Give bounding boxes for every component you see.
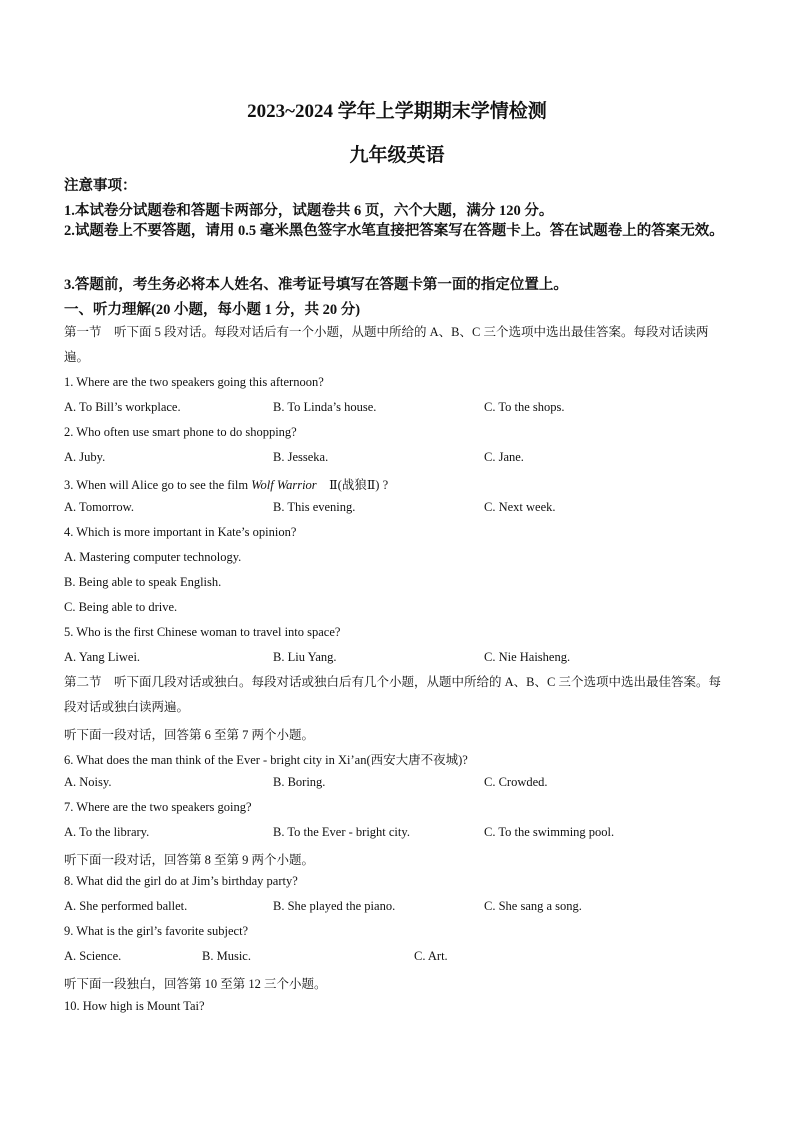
question-9: 9. What is the girl’s favorite subject? xyxy=(64,924,249,938)
question-1: 1. Where are the two speakers going this afternoon? xyxy=(64,375,324,389)
q1-option-a: A. To Bill’s workplace. xyxy=(64,400,181,414)
q2-option-b: B. Jesseka. xyxy=(273,450,329,464)
q9-option-b: B. Music. xyxy=(202,949,251,963)
question-10: 10. How high is Mount Tai? xyxy=(64,999,205,1013)
question-4: 4. Which is more important in Kate’s opinion? xyxy=(64,525,297,539)
q7-option-a: A. To the library. xyxy=(64,825,150,839)
q8-option-c: C. She sang a song. xyxy=(484,899,582,913)
section1-instructions: 第一节 听下面 5 段对话。每段对话后有一个小题，从题中所给的 A、B、C 三个选项中选出最佳答案。每段对话读两遍。 xyxy=(64,325,709,364)
q1-option-b: B. To Linda’s house. xyxy=(273,400,377,414)
note-2: 2.试题卷上不要答题，请用 0.5 毫米黑色签字水笔直接把答案写在答题卡上。答在试题卷上的答案无效。 xyxy=(64,223,724,239)
q4-option-a: A. Mastering computer technology. xyxy=(64,550,242,564)
q1-option-c: C. To the shops. xyxy=(484,400,565,414)
question-3-text-post: Ⅱ(战狼Ⅱ) ? xyxy=(316,478,389,492)
intro-q10-12: 听下面一段独白，回答第 10 至第 12 三个小题。 xyxy=(64,977,327,991)
q4-option-b: B. Being able to speak English. xyxy=(64,575,222,589)
q6-option-b: B. Boring. xyxy=(273,775,326,789)
question-8: 8. What did the girl do at Jim’s birthday party? xyxy=(64,874,298,888)
q5-option-a: A. Yang Liwei. xyxy=(64,650,141,664)
note-3: 3.答题前，考生务必将本人姓名、准考证号填写在答题卡第一面的指定位置上。 xyxy=(64,277,568,293)
section2-instructions: 第二节 听下面几段对话或独白。每段对话或独白后有几个小题，从题中所给的 A、B、C 三个选项中选出最佳答案。每段对话或独白读两遍。 xyxy=(64,675,721,714)
intro-q8-9: 听下面一段对话，回答第 8 至第 9 两个小题。 xyxy=(64,853,315,867)
question-3 xyxy=(64,475,388,493)
question-6: 6. What does the man think of the Ever - bright city in Xi’an(西安大唐不夜城)? xyxy=(64,753,468,767)
intro-q6-7: 听下面一段对话，回答第 6 至第 7 两个小题。 xyxy=(64,728,315,742)
q7-option-b: B. To the Ever - bright city. xyxy=(273,825,410,839)
q5-option-c: C. Nie Haisheng. xyxy=(484,650,571,664)
notes-heading: 注意事项： xyxy=(64,178,137,194)
part1-heading: 一、听力理解(20 小题，每小题 1 分，共 20 分) xyxy=(64,302,361,318)
question-5: 5. Who is the first Chinese woman to travel into space? xyxy=(64,625,341,639)
q8-option-b: B. She played the piano. xyxy=(273,899,396,913)
q8-option-a: A. She performed ballet. xyxy=(64,899,188,913)
exam-subtitle: 九年级英语 xyxy=(349,145,445,166)
q9-option-c: C. Art. xyxy=(414,949,448,963)
question-2: 2. Who often use smart phone to do shopping? xyxy=(64,425,297,439)
q6-option-a: A. Noisy. xyxy=(64,775,112,789)
exam-title: 2023~2024 学年上学期期末学情检测 xyxy=(247,101,547,122)
q3-option-a: A. Tomorrow. xyxy=(64,500,134,514)
q4-option-c: C. Being able to drive. xyxy=(64,600,178,614)
q7-option-c: C. To the swimming pool. xyxy=(484,825,615,839)
q3-option-c: C. Next week. xyxy=(484,500,556,514)
question-7: 7. Where are the two speakers going? xyxy=(64,800,252,814)
q6-option-c: C. Crowded. xyxy=(484,775,548,789)
q9-option-a: A. Science. xyxy=(64,949,122,963)
q2-option-a: A. Juby. xyxy=(64,450,106,464)
q3-option-b: B. This evening. xyxy=(273,500,356,514)
q2-option-c: C. Jane. xyxy=(484,450,524,464)
question-3-film-title: Wolf Warrior xyxy=(251,478,317,492)
q5-option-b: B. Liu Yang. xyxy=(273,650,337,664)
question-3-text-pre: 3. When will Alice go to see the film xyxy=(64,478,252,492)
note-1: 1.本试卷分试题卷和答题卡两部分，试题卷共 6 页，六个大题，满分 120 分。 xyxy=(64,203,554,219)
